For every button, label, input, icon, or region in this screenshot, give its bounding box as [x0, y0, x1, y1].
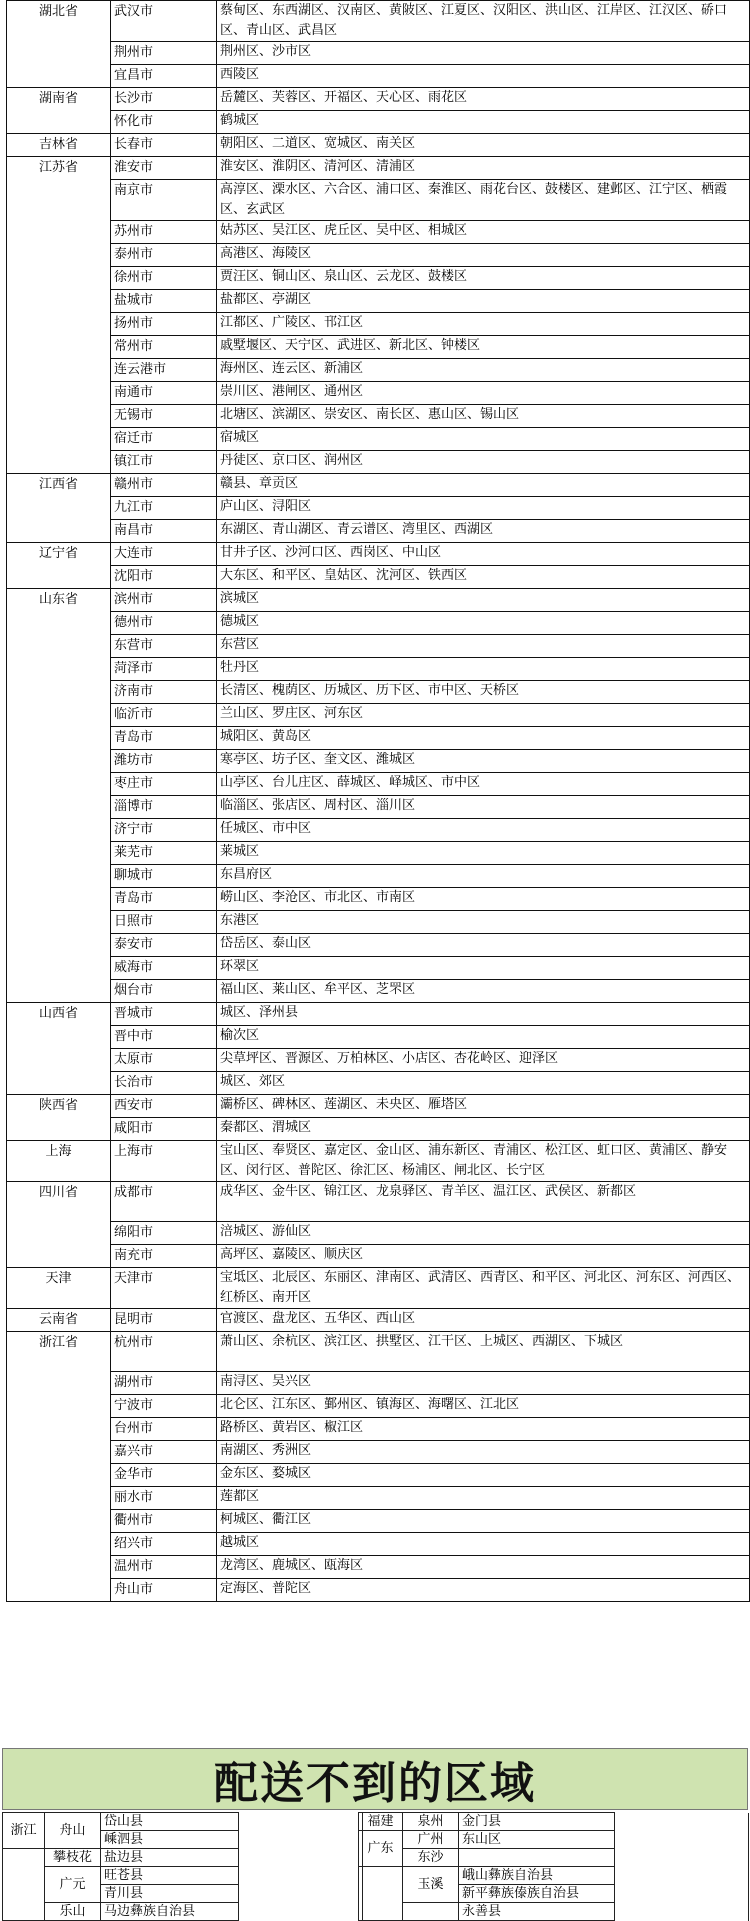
table-row: [7, 1222, 750, 1245]
districts-cell: 北塘区、滨湖区、崇安区、南长区、惠山区、锡山区: [217, 405, 750, 428]
table-row: [7, 980, 750, 1003]
table-row: [7, 658, 750, 681]
table-row: [7, 1309, 750, 1332]
undeliverable-table-left: [2, 1812, 363, 1921]
districts-cell: 越城区: [217, 1533, 750, 1556]
city-cell: 晋城市: [111, 1003, 217, 1026]
districts-cell: 滨城区: [217, 589, 750, 612]
city-cell: 广元: [45, 1867, 101, 1903]
city-cell: 广州: [403, 1831, 459, 1849]
city-cell: 连云港市: [111, 359, 217, 382]
city-cell: 淄博市: [111, 796, 217, 819]
districts-cell: 尖草坪区、晋源区、万柏林区、小店区、杏花岭区、迎泽区: [217, 1049, 750, 1072]
table-row: [7, 359, 750, 382]
table-row: [7, 566, 750, 589]
city-cell: 长沙市: [111, 88, 217, 111]
table-row: [7, 865, 750, 888]
province-cell: 广东: [359, 1831, 403, 1867]
districts-cell: 莲都区: [217, 1487, 750, 1510]
table-row: [7, 1095, 750, 1118]
districts-cell: 淮安区、淮阴区、清河区、清浦区: [217, 157, 750, 180]
city-cell: 衢州市: [111, 1510, 217, 1533]
empty-cell: [615, 1885, 749, 1903]
districts-cell: 宿城区: [217, 428, 750, 451]
districts-cell: 江都区、广陵区、邗江区: [217, 313, 750, 336]
table-row: [359, 1867, 749, 1885]
city-cell: 晋中市: [111, 1026, 217, 1049]
empty-cell: [239, 1903, 363, 1921]
city-cell: 玉溪: [403, 1867, 459, 1903]
table-row: [7, 1556, 750, 1579]
districts-cell: 龙湾区、鹿城区、瓯海区: [217, 1556, 750, 1579]
city-cell: 济宁市: [111, 819, 217, 842]
table-row: [7, 1579, 750, 1602]
table-row: [7, 1464, 750, 1487]
city-cell: 莱芜市: [111, 842, 217, 865]
city-cell: 苏州市: [111, 221, 217, 244]
city-cell: 长治市: [111, 1072, 217, 1095]
empty-cell: [239, 1885, 363, 1903]
empty-cell: [239, 1831, 363, 1849]
districts-cell: 荆州区、沙市区: [217, 42, 750, 65]
districts-cell: 路桥区、黄岩区、椒江区: [217, 1418, 750, 1441]
city-cell: 日照市: [111, 911, 217, 934]
city-cell: 攀枝花: [45, 1849, 101, 1867]
city-cell: 九江市: [111, 497, 217, 520]
table-row: [7, 612, 750, 635]
city-cell: 南充市: [111, 1245, 217, 1268]
county-cell: 马边彝族自治县: [101, 1903, 239, 1921]
table-row: [7, 589, 750, 612]
city-cell: 镇江市: [111, 451, 217, 474]
table-row: [7, 1418, 750, 1441]
table-row: [7, 157, 750, 180]
districts-cell: 任城区、市中区: [217, 819, 750, 842]
table-row: [7, 1049, 750, 1072]
empty-cell: [615, 1831, 749, 1849]
districts-cell: 寒亭区、坊子区、奎文区、潍城区: [217, 750, 750, 773]
undeliverable-title: 配送不到的区域: [214, 1758, 536, 1809]
city-cell: 宁波市: [111, 1395, 217, 1418]
city-cell: 青岛市: [111, 888, 217, 911]
city-cell: 枣庄市: [111, 773, 217, 796]
districts-cell: 赣县、章贡区: [217, 474, 750, 497]
county-cell: 青川县: [101, 1885, 239, 1903]
city-cell: 怀化市: [111, 111, 217, 134]
table-row: [7, 382, 750, 405]
city-cell: 威海市: [111, 957, 217, 980]
table-row: [7, 796, 750, 819]
county-cell: 东山区: [459, 1831, 615, 1849]
table-row: [7, 65, 750, 88]
empty-cell: [615, 1813, 749, 1831]
districts-cell: 戚墅堰区、天宁区、武进区、新北区、钟楼区: [217, 336, 750, 359]
table-row: [7, 1487, 750, 1510]
districts-cell: 蔡甸区、东西湖区、汉南区、黄陂区、江夏区、汉阳区、洪山区、江岸区、江汉区、硚口区、青山区、武昌区: [217, 1, 750, 42]
province-cell: 山西省: [7, 1003, 111, 1095]
city-cell: 烟台市: [111, 980, 217, 1003]
table-row: [7, 451, 750, 474]
county-cell: 金门县: [459, 1813, 615, 1831]
table-row: [7, 221, 750, 244]
city-cell: 成都市: [111, 1182, 217, 1222]
districts-cell: 榆次区: [217, 1026, 750, 1049]
districts-cell: 宝坻区、北辰区、东丽区、津南区、武清区、西青区、和平区、河北区、河东区、河西区、红桥区、南开区: [217, 1268, 750, 1309]
city-cell: 太原市: [111, 1049, 217, 1072]
table-row: [7, 520, 750, 543]
province-cell: 福建: [359, 1813, 403, 1831]
city-cell: 西安市: [111, 1095, 217, 1118]
city-cell: 荆州市: [111, 42, 217, 65]
table-row: [7, 704, 750, 727]
table-row: [7, 1141, 750, 1182]
city-cell: 济南市: [111, 681, 217, 704]
empty-cell: [239, 1849, 363, 1867]
empty-cell: [615, 1867, 749, 1885]
city-cell: 咸阳市: [111, 1118, 217, 1141]
table-row: [359, 1813, 749, 1831]
table-row: [7, 1026, 750, 1049]
table-row: [7, 336, 750, 359]
districts-cell: 姑苏区、吴江区、虎丘区、吴中区、相城区: [217, 221, 750, 244]
county-cell: 盐边县: [101, 1849, 239, 1867]
county-cell: 峨山彝族自治县: [459, 1867, 615, 1885]
county-cell: 旺苍县: [101, 1867, 239, 1885]
city-cell: 南京市: [111, 180, 217, 221]
province-cell: 湖南省: [7, 88, 111, 134]
city-cell: 乐山: [45, 1903, 101, 1921]
districts-cell: 南湖区、秀洲区: [217, 1441, 750, 1464]
table-row: [7, 134, 750, 157]
city-cell: 舟山: [45, 1813, 101, 1849]
city-cell: 湖州市: [111, 1372, 217, 1395]
districts-cell: 高港区、海陵区: [217, 244, 750, 267]
table-row: [7, 1510, 750, 1533]
city-cell: 嘉兴市: [111, 1441, 217, 1464]
city-cell: 宿迁市: [111, 428, 217, 451]
table-row: [7, 750, 750, 773]
city-cell: 常州市: [111, 336, 217, 359]
table-row: [7, 888, 750, 911]
table-row: [7, 934, 750, 957]
coverage-table: [6, 0, 750, 1602]
city-cell: 台州市: [111, 1418, 217, 1441]
table-row: [7, 1245, 750, 1268]
districts-cell: 城区、郊区: [217, 1072, 750, 1095]
city-cell: 丽水市: [111, 1487, 217, 1510]
city-cell: 淮安市: [111, 157, 217, 180]
table-row: [7, 88, 750, 111]
table-row: [359, 1849, 749, 1867]
table-row: [7, 313, 750, 336]
city-cell: 昆明市: [111, 1309, 217, 1332]
table-row: [7, 727, 750, 750]
table-row: [7, 180, 750, 221]
table-row: [7, 42, 750, 65]
table-row: [7, 1003, 750, 1026]
districts-cell: 海州区、连云区、新浦区: [217, 359, 750, 382]
city-cell: 绍兴市: [111, 1533, 217, 1556]
province-cell: 陕西省: [7, 1095, 111, 1141]
empty-cell: [239, 1867, 363, 1885]
county-cell: [459, 1849, 615, 1867]
districts-cell: 贾汪区、铜山区、泉山区、云龙区、鼓楼区: [217, 267, 750, 290]
districts-cell: 东营区: [217, 635, 750, 658]
empty-cell: [615, 1903, 749, 1921]
table-row: [7, 1395, 750, 1418]
table-row: [7, 957, 750, 980]
districts-cell: 宝山区、奉贤区、嘉定区、金山区、浦东新区、青浦区、松江区、虹口区、黄浦区、静安区、闵行区、普陀区、徐汇区、杨浦区、闸北区、长宁区: [217, 1141, 750, 1182]
city-cell: 泉州: [403, 1813, 459, 1831]
table-row: [7, 1441, 750, 1464]
districts-cell: 定海区、普陀区: [217, 1579, 750, 1602]
city-cell: 潍坊市: [111, 750, 217, 773]
province-cell: 湖北省: [7, 1, 111, 88]
city-cell: 上海市: [111, 1141, 217, 1182]
districts-cell: 莱城区: [217, 842, 750, 865]
city-cell: 温州市: [111, 1556, 217, 1579]
districts-cell: 盐都区、亭湖区: [217, 290, 750, 313]
province-cell: [359, 1867, 403, 1921]
table-row: [7, 1118, 750, 1141]
districts-cell: 西陵区: [217, 65, 750, 88]
table-row: [7, 1, 750, 42]
districts-cell: 东昌府区: [217, 865, 750, 888]
city-cell: 东营市: [111, 635, 217, 658]
districts-cell: 丹徒区、京口区、润州区: [217, 451, 750, 474]
districts-cell: 庐山区、浔阳区: [217, 497, 750, 520]
province-cell: 浙江省: [7, 1332, 111, 1602]
city-cell: 宜昌市: [111, 65, 217, 88]
districts-cell: 鹤城区: [217, 111, 750, 134]
city-cell: 天津市: [111, 1268, 217, 1309]
county-cell: 永善县: [459, 1903, 615, 1921]
province-cell: 山东省: [7, 589, 111, 1003]
districts-cell: 东港区: [217, 911, 750, 934]
city-cell: 武汉市: [111, 1, 217, 42]
empty-cell: [239, 1813, 363, 1831]
table-row: [7, 773, 750, 796]
city-cell: 金华市: [111, 1464, 217, 1487]
districts-cell: 城阳区、黄岛区: [217, 727, 750, 750]
county-cell: 岱山县: [101, 1813, 239, 1831]
city-cell: 临沂市: [111, 704, 217, 727]
table-row: [7, 1372, 750, 1395]
city-cell: 扬州市: [111, 313, 217, 336]
districts-cell: 官渡区、盘龙区、五华区、西山区: [217, 1309, 750, 1332]
city-cell: 聊城市: [111, 865, 217, 888]
county-cell: 嵊泗县: [101, 1831, 239, 1849]
districts-cell: 崂山区、李沧区、市北区、市南区: [217, 888, 750, 911]
coverage-table-body: [7, 1, 750, 1602]
districts-cell: 牡丹区: [217, 658, 750, 681]
city-cell: 杭州市: [111, 1332, 217, 1372]
table-row: [3, 1849, 363, 1867]
city-cell: [403, 1903, 459, 1921]
undeliverable-banner: [2, 1748, 748, 1810]
table-row: [3, 1903, 363, 1921]
city-cell: 沈阳市: [111, 566, 217, 589]
districts-cell: 灞桥区、碑林区、莲湖区、未央区、雁塔区: [217, 1095, 750, 1118]
province-cell: 辽宁省: [7, 543, 111, 589]
empty-cell: [615, 1849, 749, 1867]
districts-cell: 成华区、金牛区、锦江区、龙泉驿区、青羊区、温江区、武侯区、新都区: [217, 1182, 750, 1222]
city-cell: 青岛市: [111, 727, 217, 750]
table-row: [7, 474, 750, 497]
table-row: [7, 267, 750, 290]
districts-cell: 朝阳区、二道区、宽城区、南关区: [217, 134, 750, 157]
table-row: [7, 1182, 750, 1222]
districts-cell: 秦都区、渭城区: [217, 1118, 750, 1141]
districts-cell: 东湖区、青山湖区、青云谱区、湾里区、西湖区: [217, 520, 750, 543]
districts-cell: 城区、泽州县: [217, 1003, 750, 1026]
province-cell: 江苏省: [7, 157, 111, 474]
table-row: [359, 1903, 749, 1921]
districts-cell: 崇川区、港闸区、通州区: [217, 382, 750, 405]
city-cell: 德州市: [111, 612, 217, 635]
city-cell: 徐州市: [111, 267, 217, 290]
districts-cell: 金东区、婺城区: [217, 1464, 750, 1487]
districts-cell: 长清区、槐荫区、历城区、历下区、市中区、天桥区: [217, 681, 750, 704]
table-row: [7, 1268, 750, 1309]
city-cell: 南通市: [111, 382, 217, 405]
districts-cell: 德城区: [217, 612, 750, 635]
province-cell: 吉林省: [7, 134, 111, 157]
city-cell: 赣州市: [111, 474, 217, 497]
province-cell: 云南省: [7, 1309, 111, 1332]
districts-cell: 环翠区: [217, 957, 750, 980]
districts-cell: 甘井子区、沙河口区、西岗区、中山区: [217, 543, 750, 566]
table-row: [7, 911, 750, 934]
table-row: [3, 1867, 363, 1885]
table-row: [7, 405, 750, 428]
undeliverable-section: [0, 1748, 750, 1920]
table-row: [359, 1831, 749, 1849]
districts-cell: 山亭区、台儿庄区、薛城区、峄城区、市中区: [217, 773, 750, 796]
table-row: [7, 681, 750, 704]
city-cell: 大连市: [111, 543, 217, 566]
table-row: [7, 497, 750, 520]
table-row: [7, 635, 750, 658]
table-row: [7, 1332, 750, 1372]
districts-cell: 兰山区、罗庄区、河东区: [217, 704, 750, 727]
province-cell: [3, 1849, 45, 1921]
city-cell: 滨州市: [111, 589, 217, 612]
city-cell: 无锡市: [111, 405, 217, 428]
city-cell: 南昌市: [111, 520, 217, 543]
districts-cell: 萧山区、余杭区、滨江区、拱墅区、江干区、上城区、西湖区、下城区: [217, 1332, 750, 1372]
undeliverable-table-right: [358, 1812, 749, 1921]
province-cell: 浙江: [3, 1813, 45, 1849]
table-row: [7, 819, 750, 842]
districts-cell: 柯城区、衢江区: [217, 1510, 750, 1533]
city-cell: 泰州市: [111, 244, 217, 267]
city-cell: 绵阳市: [111, 1222, 217, 1245]
city-cell: 菏泽市: [111, 658, 217, 681]
table-row: [7, 842, 750, 865]
table-row: [7, 1533, 750, 1556]
table-row: [7, 428, 750, 451]
districts-cell: 南浔区、吴兴区: [217, 1372, 750, 1395]
table-row: [7, 543, 750, 566]
districts-cell: 高坪区、嘉陵区、顺庆区: [217, 1245, 750, 1268]
city-cell: 盐城市: [111, 290, 217, 313]
table-row: [3, 1813, 363, 1831]
province-cell: 上海: [7, 1141, 111, 1182]
province-cell: 天津: [7, 1268, 111, 1309]
city-cell: 舟山市: [111, 1579, 217, 1602]
districts-cell: 大东区、和平区、皇姑区、沈河区、铁西区: [217, 566, 750, 589]
districts-cell: 临淄区、张店区、周村区、淄川区: [217, 796, 750, 819]
districts-cell: 岳麓区、芙蓉区、开福区、天心区、雨花区: [217, 88, 750, 111]
table-row: [7, 111, 750, 134]
districts-cell: 北仑区、江东区、鄞州区、镇海区、海曙区、江北区: [217, 1395, 750, 1418]
province-cell: 四川省: [7, 1182, 111, 1268]
districts-cell: 岱岳区、泰山区: [217, 934, 750, 957]
city-cell: 长春市: [111, 134, 217, 157]
city-cell: 泰安市: [111, 934, 217, 957]
table-row: [7, 1072, 750, 1095]
districts-cell: 高淳区、溧水区、六合区、浦口区、秦淮区、雨花台区、鼓楼区、建邺区、江宁区、栖霞区、玄武区: [217, 180, 750, 221]
districts-cell: 涪城区、游仙区: [217, 1222, 750, 1245]
districts-cell: 福山区、莱山区、牟平区、芝罘区: [217, 980, 750, 1003]
table-row: [7, 244, 750, 267]
province-cell: 江西省: [7, 474, 111, 543]
county-cell: 新平彝族傣族自治县: [459, 1885, 615, 1903]
table-row: [7, 290, 750, 313]
city-cell: 东沙: [403, 1849, 459, 1867]
